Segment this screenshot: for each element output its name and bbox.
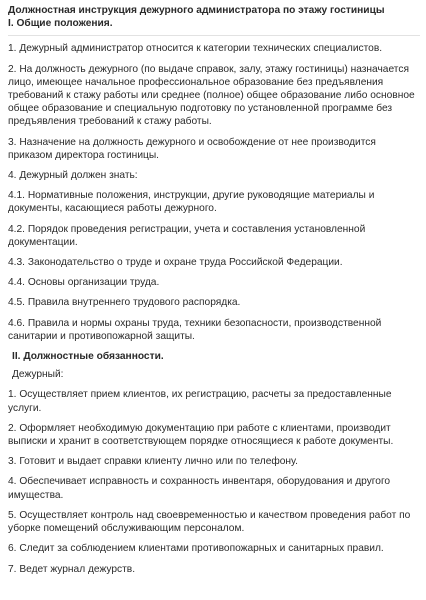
section-1-item: 2. На должность дежурного (по выдаче справок, залу, этажу гостиницы) назначается лицо, имеющее начальное профессиональное образование без предъявления требований к стажу работы или среднее (полное) общее образование либо основное общее образование и специальную подготовку по установленной программе без предъявления требований к стажу работы. bbox=[8, 63, 415, 128]
section-1-subitem: 4.1. Нормативные положения, инструкции, другие руководящие материалы и документы, касающиеся работы дежурного. bbox=[8, 190, 375, 215]
section-2-item: 3. Готовит и выдает справки клиенту лично или по телефону. bbox=[8, 456, 298, 468]
divider bbox=[8, 35, 420, 36]
section-2-item: 4. Обеспечивает исправность и сохранность инвентаря, оборудования и другого имущества. bbox=[8, 476, 391, 501]
section-1-item: 3. Назначение на должность дежурного и освобождение от нее производится приказом директора гостиницы. bbox=[8, 136, 376, 161]
section-1-subitem: 4.4. Основы организации труда. bbox=[8, 277, 160, 289]
section-1-subitem: 4.6. Правила и нормы охраны труда, техники безопасности, производственной санитарии и противопожарной защиты. bbox=[8, 317, 382, 342]
section-1-item: 1. Дежурный администратор относится к категории технических специалистов. bbox=[8, 43, 383, 55]
section-2-intro: Дежурный: bbox=[12, 369, 64, 381]
section-2-item: 5. Осуществляет контроль над своевременностью и качеством проведения работ по уборке помещений обслуживающим персоналом. bbox=[8, 509, 411, 535]
section-1-heading: I. Общие положения. bbox=[8, 18, 113, 30]
section-1-subitem: 4.5. Правила внутреннего трудового распорядка. bbox=[8, 297, 241, 309]
section-1-subitem: 4.2. Порядок проведения регистрации, учета и составления установленной документации. bbox=[8, 223, 366, 248]
section-2-heading: II. Должностные обязанности. bbox=[12, 351, 164, 363]
document-title: Должностная инструкция дежурного администратора по этажу гостиницы bbox=[8, 5, 385, 16]
section-2-item: 7. Ведет журнал дежурств. bbox=[8, 563, 136, 575]
section-2-item: 6. Следит за соблюдением клиентами противопожарных и санитарных правил. bbox=[8, 543, 384, 555]
section-1-subitem: 4.3. Законодательство о труде и охране труда Российской Федерации. bbox=[8, 257, 343, 269]
section-2-item: 1. Осуществляет прием клиентов, их регистрацию, расчеты за предоставленные услуги. bbox=[8, 389, 392, 414]
section-1-item: 4. Дежурный должен знать: bbox=[8, 170, 138, 182]
section-2-item: 2. Оформляет необходимую документацию при работе с клиентами, производит выписки и хранит в соответствующем порядке относящиеся к работе документы. bbox=[8, 422, 394, 448]
